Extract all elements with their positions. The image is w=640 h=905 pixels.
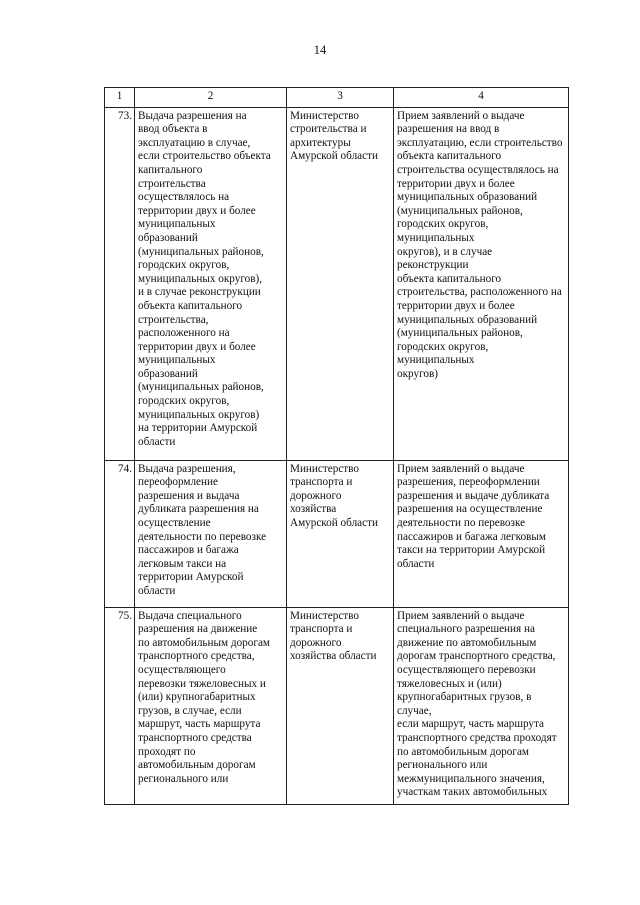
service-name: Выдача разрешения, переоформление разрешения и выдача дубликата разрешения на осуществление деятельности по перевозке пассажиров и багажа легковым такси на территории Амурской области xyxy=(138,462,267,597)
service-name: Выдача специального разрешения на движение по автомобильным дорогам транспортного средства, осуществляющего перевозки тяжеловесных и (или) крупногабаритных грузов, в случае, если маршрут, часть маршрута транспортного средства проходят по автомобильным дорогам регионального или xyxy=(138,609,270,785)
function-cell xyxy=(394,460,569,607)
service-name-cell xyxy=(135,460,287,607)
column-header-4: 4 xyxy=(394,88,569,108)
row-number-text: 75. xyxy=(118,609,132,622)
authority-name: Министерство строительства и архитектуры Амурской области xyxy=(290,109,378,163)
row-number-text: 74. xyxy=(118,462,132,475)
row-number-text: 73. xyxy=(118,109,132,122)
authority-cell xyxy=(287,107,394,460)
function-description: Прием заявлений о выдаче разрешения на ввод в эксплуатацию, если строительство объекта капитального строительства осуществлялось на территории двух и более муниципальных образований (муниципальных районов, городских округов, муниципальных округов), и в случае реконструкции объекта капитального строительства, расположенного на территории двух и более муниципальных образований (муниципальных районов, городских округов, муниципальных округов) xyxy=(397,109,563,380)
table-row xyxy=(105,460,569,607)
function-description: Прием заявлений о выдаче разрешения, переоформлении разрешения и выдаче дубликата разрешения на осуществление деятельности по перевозке пассажиров и багажа легковым такси на территории Амурской области xyxy=(397,462,550,570)
table-row xyxy=(105,607,569,804)
service-name-cell xyxy=(135,107,287,460)
table-header-row xyxy=(105,88,569,108)
table-row xyxy=(105,107,569,460)
authority-name: Министерство транспорта и дорожного хозяйства Амурской области xyxy=(290,462,378,529)
page-number: 14 xyxy=(313,43,327,57)
column-header-2: 2 xyxy=(135,88,287,108)
function-cell xyxy=(394,107,569,460)
row-number xyxy=(105,607,135,804)
services-table xyxy=(104,87,569,805)
column-header-3: 3 xyxy=(287,88,394,108)
service-name-cell xyxy=(135,607,287,804)
row-number xyxy=(105,107,135,460)
authority-name: Министерство транспорта и дорожного хозяйства области xyxy=(290,609,377,663)
column-header-1: 1 xyxy=(105,88,135,108)
service-name: Выдача разрешения на ввод объекта в эксплуатацию в случае, если строительство объекта капитального строительства осуществлялось на территории двух и более муниципальных образований (муниципальных районов, городских округов, муниципальных округов), и в случае реконструкции объекта капитального строительства, расположенного на территории двух и более муниципальных образований (муниципальных районов, городских округов, муниципальных округов) на территории Амурской области xyxy=(138,109,271,448)
authority-cell xyxy=(287,607,394,804)
function-cell xyxy=(394,607,569,804)
authority-cell xyxy=(287,460,394,607)
function-description: Прием заявлений о выдаче специального разрешения на движение по автомобильным дорогам транспортного средства, осуществляющего перевозки тяжеловесных и (или) крупногабаритных грузов, в случае, если маршрут, часть маршрута транспортного средства проходят по автомобильным дорогам регионального или межмуниципального значения, участкам таких автомобильных xyxy=(397,609,557,799)
row-number xyxy=(105,460,135,607)
